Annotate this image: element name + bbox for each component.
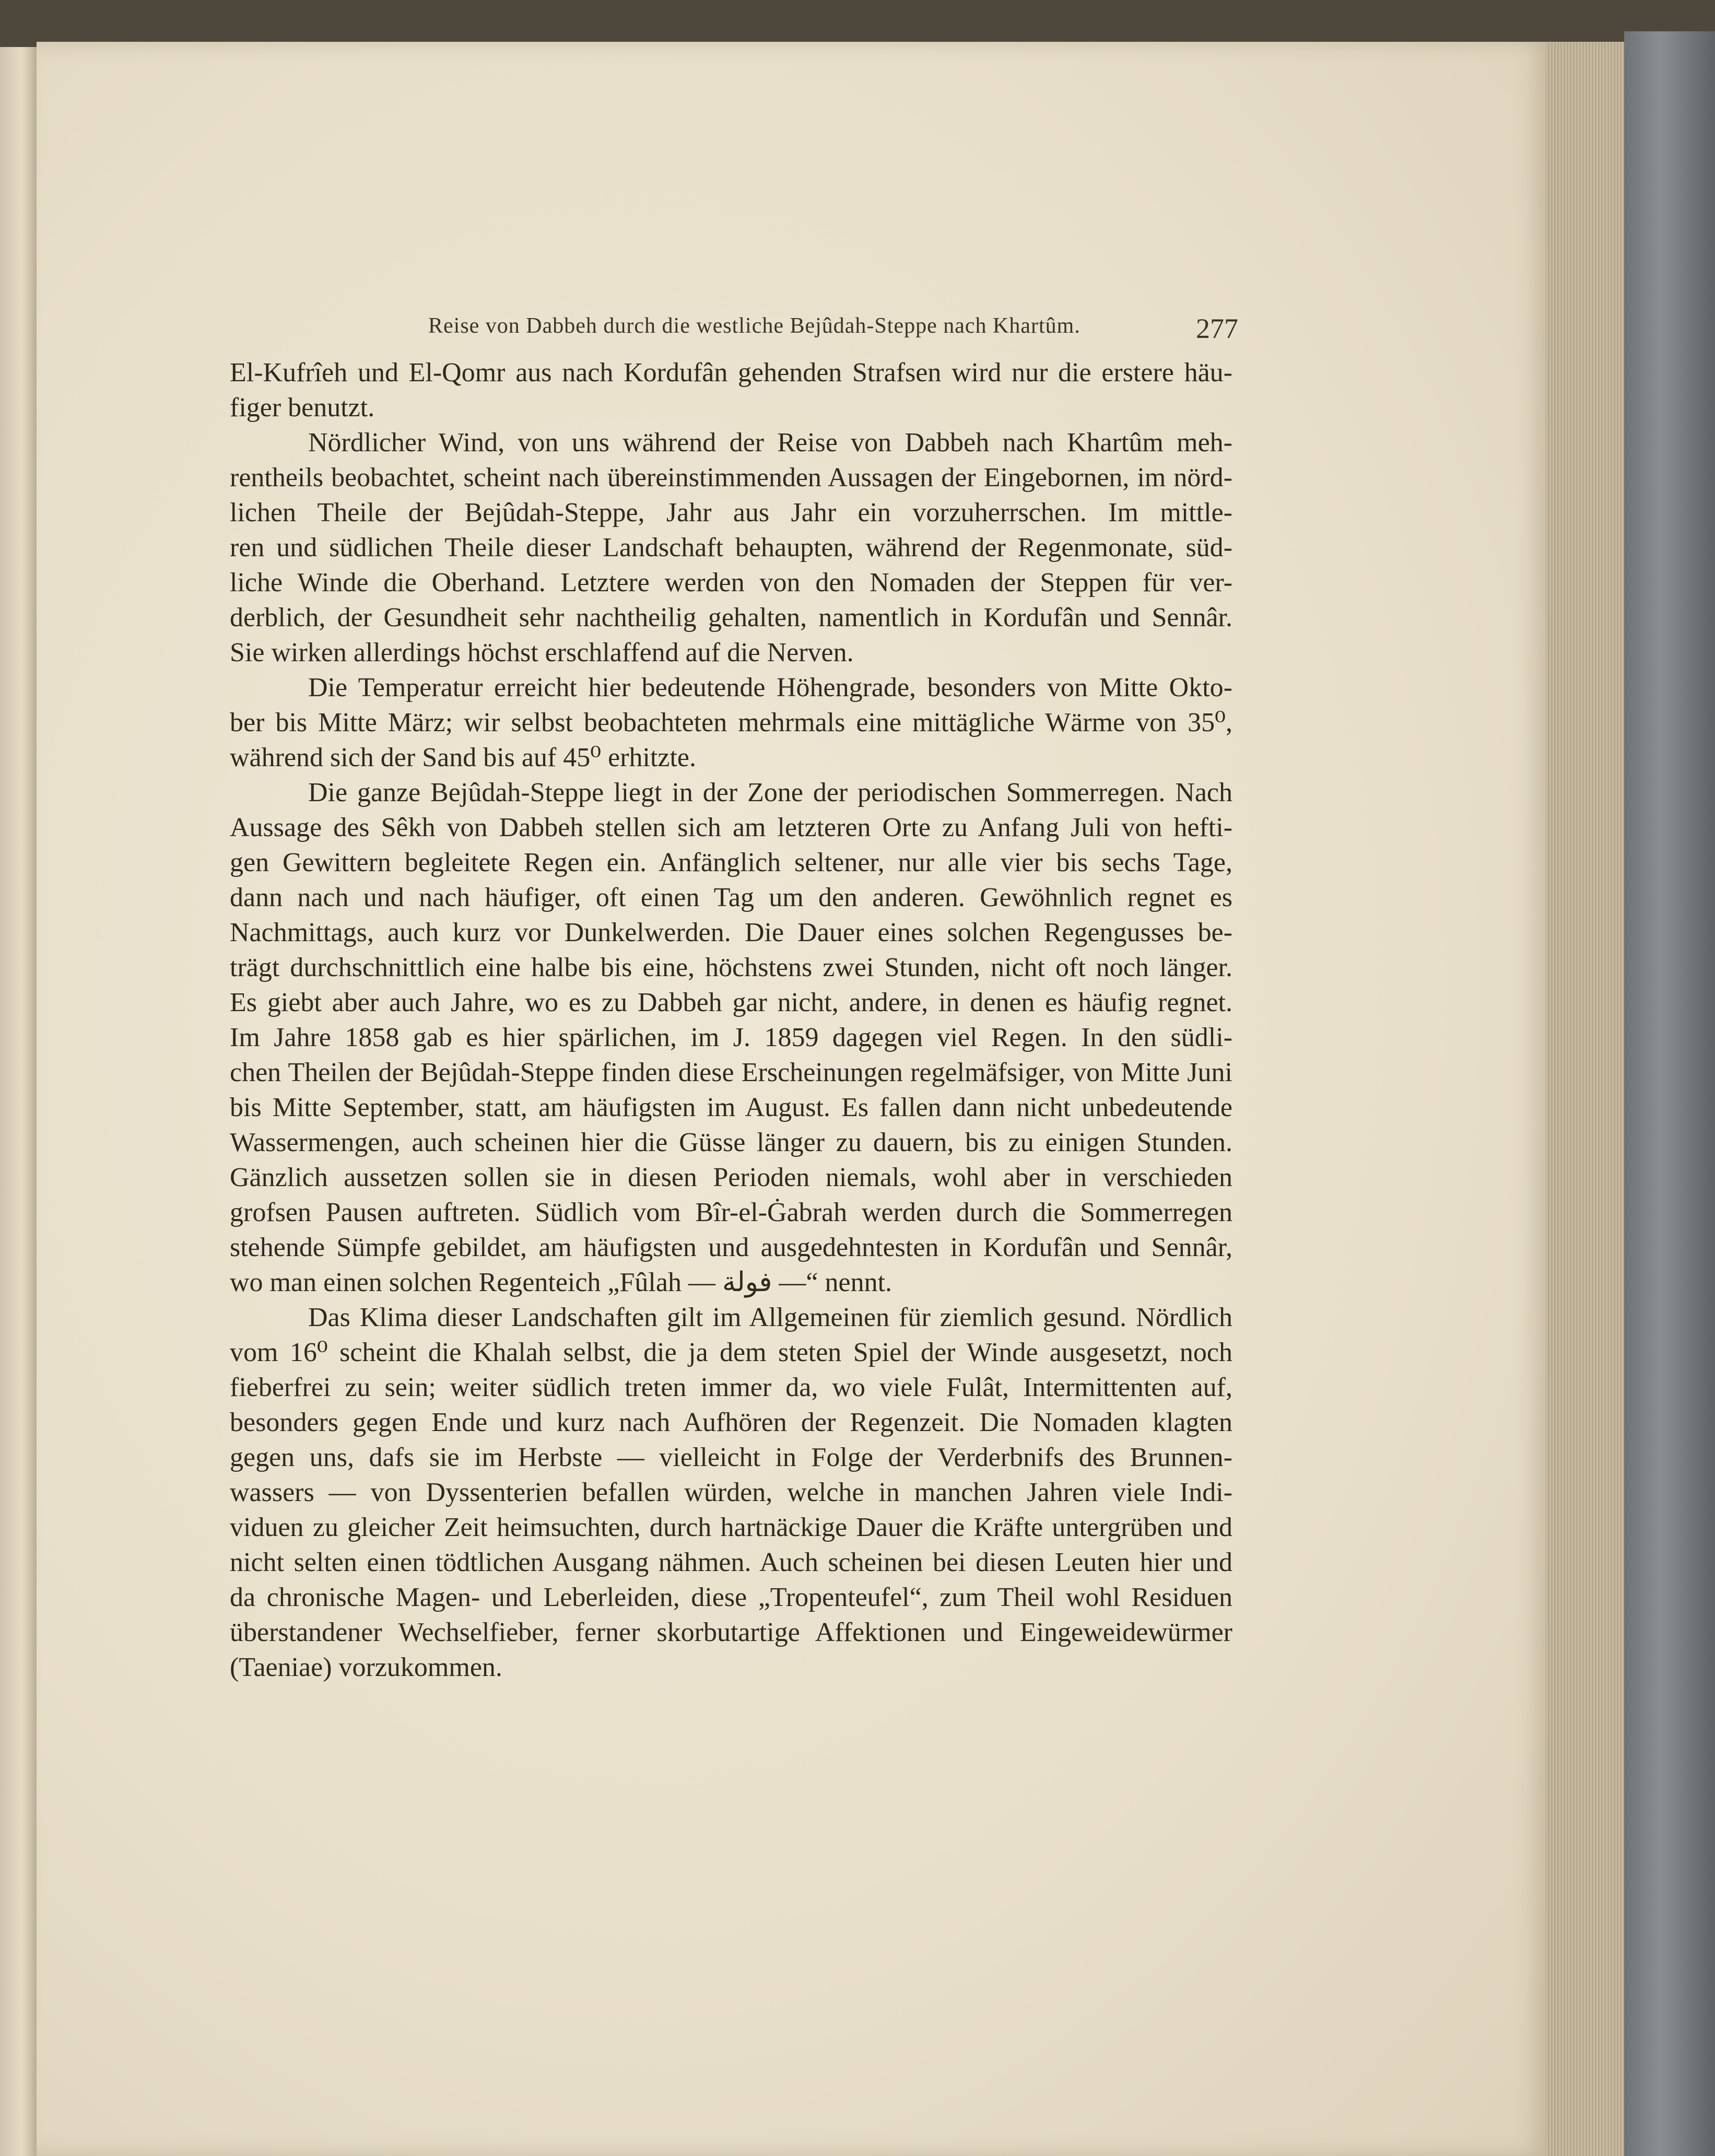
text-line: fieberfrei zu sein; weiter südlich treten immer da, wo viele Fulât, Intermittenten auf,: [230, 1373, 1232, 1402]
text-line: Im Jahre 1858 gab es hier spärlichen, im J. 1859 dagegen viel Regen. In den südli-: [230, 1023, 1232, 1052]
text-line: dann nach und nach häufiger, oft einen Tag um den anderen. Gewöhnlich regnet es: [230, 883, 1232, 912]
text-line: lichen Theile der Bejûdah-Steppe, Jahr aus Jahr ein vorzuherrschen. Im mittle-: [230, 498, 1232, 528]
text-line: liche Winde die Oberhand. Letztere werden von den Nomaden der Steppen für ver-: [230, 568, 1232, 597]
text-line: gen Gewittern begleitete Regen ein. Anfänglich seltener, nur alle vier bis sechs Tage,: [230, 848, 1232, 877]
page-number: 277: [1196, 313, 1238, 344]
text-line: bis Mitte September, statt, am häufigsten im August. Es fallen dann nicht unbedeutende: [230, 1093, 1232, 1122]
text-line: Es giebt aber auch Jahre, wo es zu Dabbeh gar nicht, andere, in denen es häufig regnet.: [230, 988, 1232, 1017]
text-line: da chronische Magen- und Leberleiden, diese „Tropenteufel“, zum Theil wohl Residuen: [230, 1583, 1232, 1612]
text-line: besonders gegen Ende und kurz nach Aufhören der Regenzeit. Die Nomaden klagten: [230, 1408, 1232, 1437]
text-line: chen Theilen der Bejûdah-Steppe finden diese Erscheinungen regelmäfsiger, von Mitte Juni: [230, 1058, 1232, 1087]
text-line: nicht selten einen tödtlichen Ausgang nähmen. Auch scheinen bei diesen Leuten hier und: [230, 1548, 1232, 1577]
text-line: Die Temperatur erreicht hier bedeutende Höhengrade, besonders von Mitte Okto-: [308, 673, 1232, 702]
text-line: grofsen Pausen auftreten. Südlich vom Bîr-el-Ġabrah werden durch die Sommerregen: [230, 1198, 1232, 1227]
page-edges: [1546, 42, 1624, 2156]
text-line: wo man einen solchen Regenteich „Fûlah — فولة —“ nennt.: [230, 1268, 892, 1297]
previous-page-edge: [0, 47, 37, 2156]
text-line: während sich der Sand bis auf 45⁰ erhitzte.: [230, 743, 697, 772]
book-cover: [1624, 31, 1715, 2156]
text-line: stehende Sümpfe gebildet, am häufigsten und ausgedehntesten in Kordufân und Sennâr,: [230, 1233, 1232, 1262]
text-line: Das Klima dieser Landschaften gilt im Allgemeinen für ziemlich gesund. Nördlich: [308, 1303, 1232, 1332]
text-line: Die ganze Bejûdah-Steppe liegt in der Zone der periodischen Sommerregen. Nach: [308, 778, 1232, 807]
text-line: (Taeniae) vorzukommen.: [230, 1653, 502, 1682]
body-text: [230, 355, 1232, 1685]
text-line: Sie wirken allerdings höchst erschlaffend auf die Nerven.: [230, 638, 854, 667]
text-line: figer benutzt.: [230, 393, 375, 423]
text-line: gegen uns, dafs sie im Herbste — vielleicht in Folge der Verderbnifs des Brunnen-: [230, 1443, 1232, 1472]
text-line: ber bis Mitte März; wir selbst beobachteten mehrmals eine mittägliche Wärme von 35⁰,: [230, 708, 1232, 737]
text-line: Wassermengen, auch scheinen hier die Güsse länger zu dauern, bis zu einigen Stunden.: [230, 1128, 1232, 1157]
text-line: Nördlicher Wind, von uns während der Reise von Dabbeh nach Khartûm meh-: [308, 428, 1232, 458]
text-line: wassers — von Dyssenterien befallen würden, welche in manchen Jahren viele Indi-: [230, 1478, 1232, 1507]
text-line: trägt durchschnittlich eine halbe bis eine, höchstens zwei Stunden, nicht oft noch länger.: [230, 953, 1232, 982]
text-line: ren und südlichen Theile dieser Landschaft behaupten, während der Regenmonate, süd-: [230, 533, 1232, 563]
text-line: derblich, der Gesundheit sehr nachtheilig gehalten, namentlich in Kordufân und Sennâr.: [230, 603, 1232, 632]
text-line: Nachmittags, auch kurz vor Dunkelwerden. Die Dauer eines solchen Regengusses be-: [230, 918, 1232, 947]
text-line: vom 16⁰ scheint die Khalah selbst, die ja dem steten Spiel der Winde ausgesetzt, noch: [230, 1338, 1232, 1367]
text-line: überstandener Wechselfieber, ferner skorbutartige Affektionen und Eingeweidewürmer: [230, 1618, 1232, 1647]
text-line: viduen zu gleicher Zeit heimsuchten, durch hartnäckige Dauer die Kräfte untergrüben und: [230, 1513, 1232, 1542]
text-line: rentheils beobachtet, scheint nach übereinstimmenden Aussagen der Eingebornen, im nörd-: [230, 463, 1232, 493]
text-line: El-Kufrîeh und El-Qomr aus nach Kordufân gehenden Strafsen wird nur die erstere häu-: [230, 358, 1232, 388]
text-line: Aussage des Sêkh von Dabbeh stellen sich am letzteren Orte zu Anfang Juli von hefti-: [230, 813, 1232, 842]
running-header: Reise von Dabbeh durch die westliche Bejûdah-Steppe nach Khartûm.: [428, 314, 1080, 338]
text-line: Gänzlich aussetzen sollen sie in diesen Perioden niemals, wohl aber in verschieden: [230, 1163, 1232, 1192]
